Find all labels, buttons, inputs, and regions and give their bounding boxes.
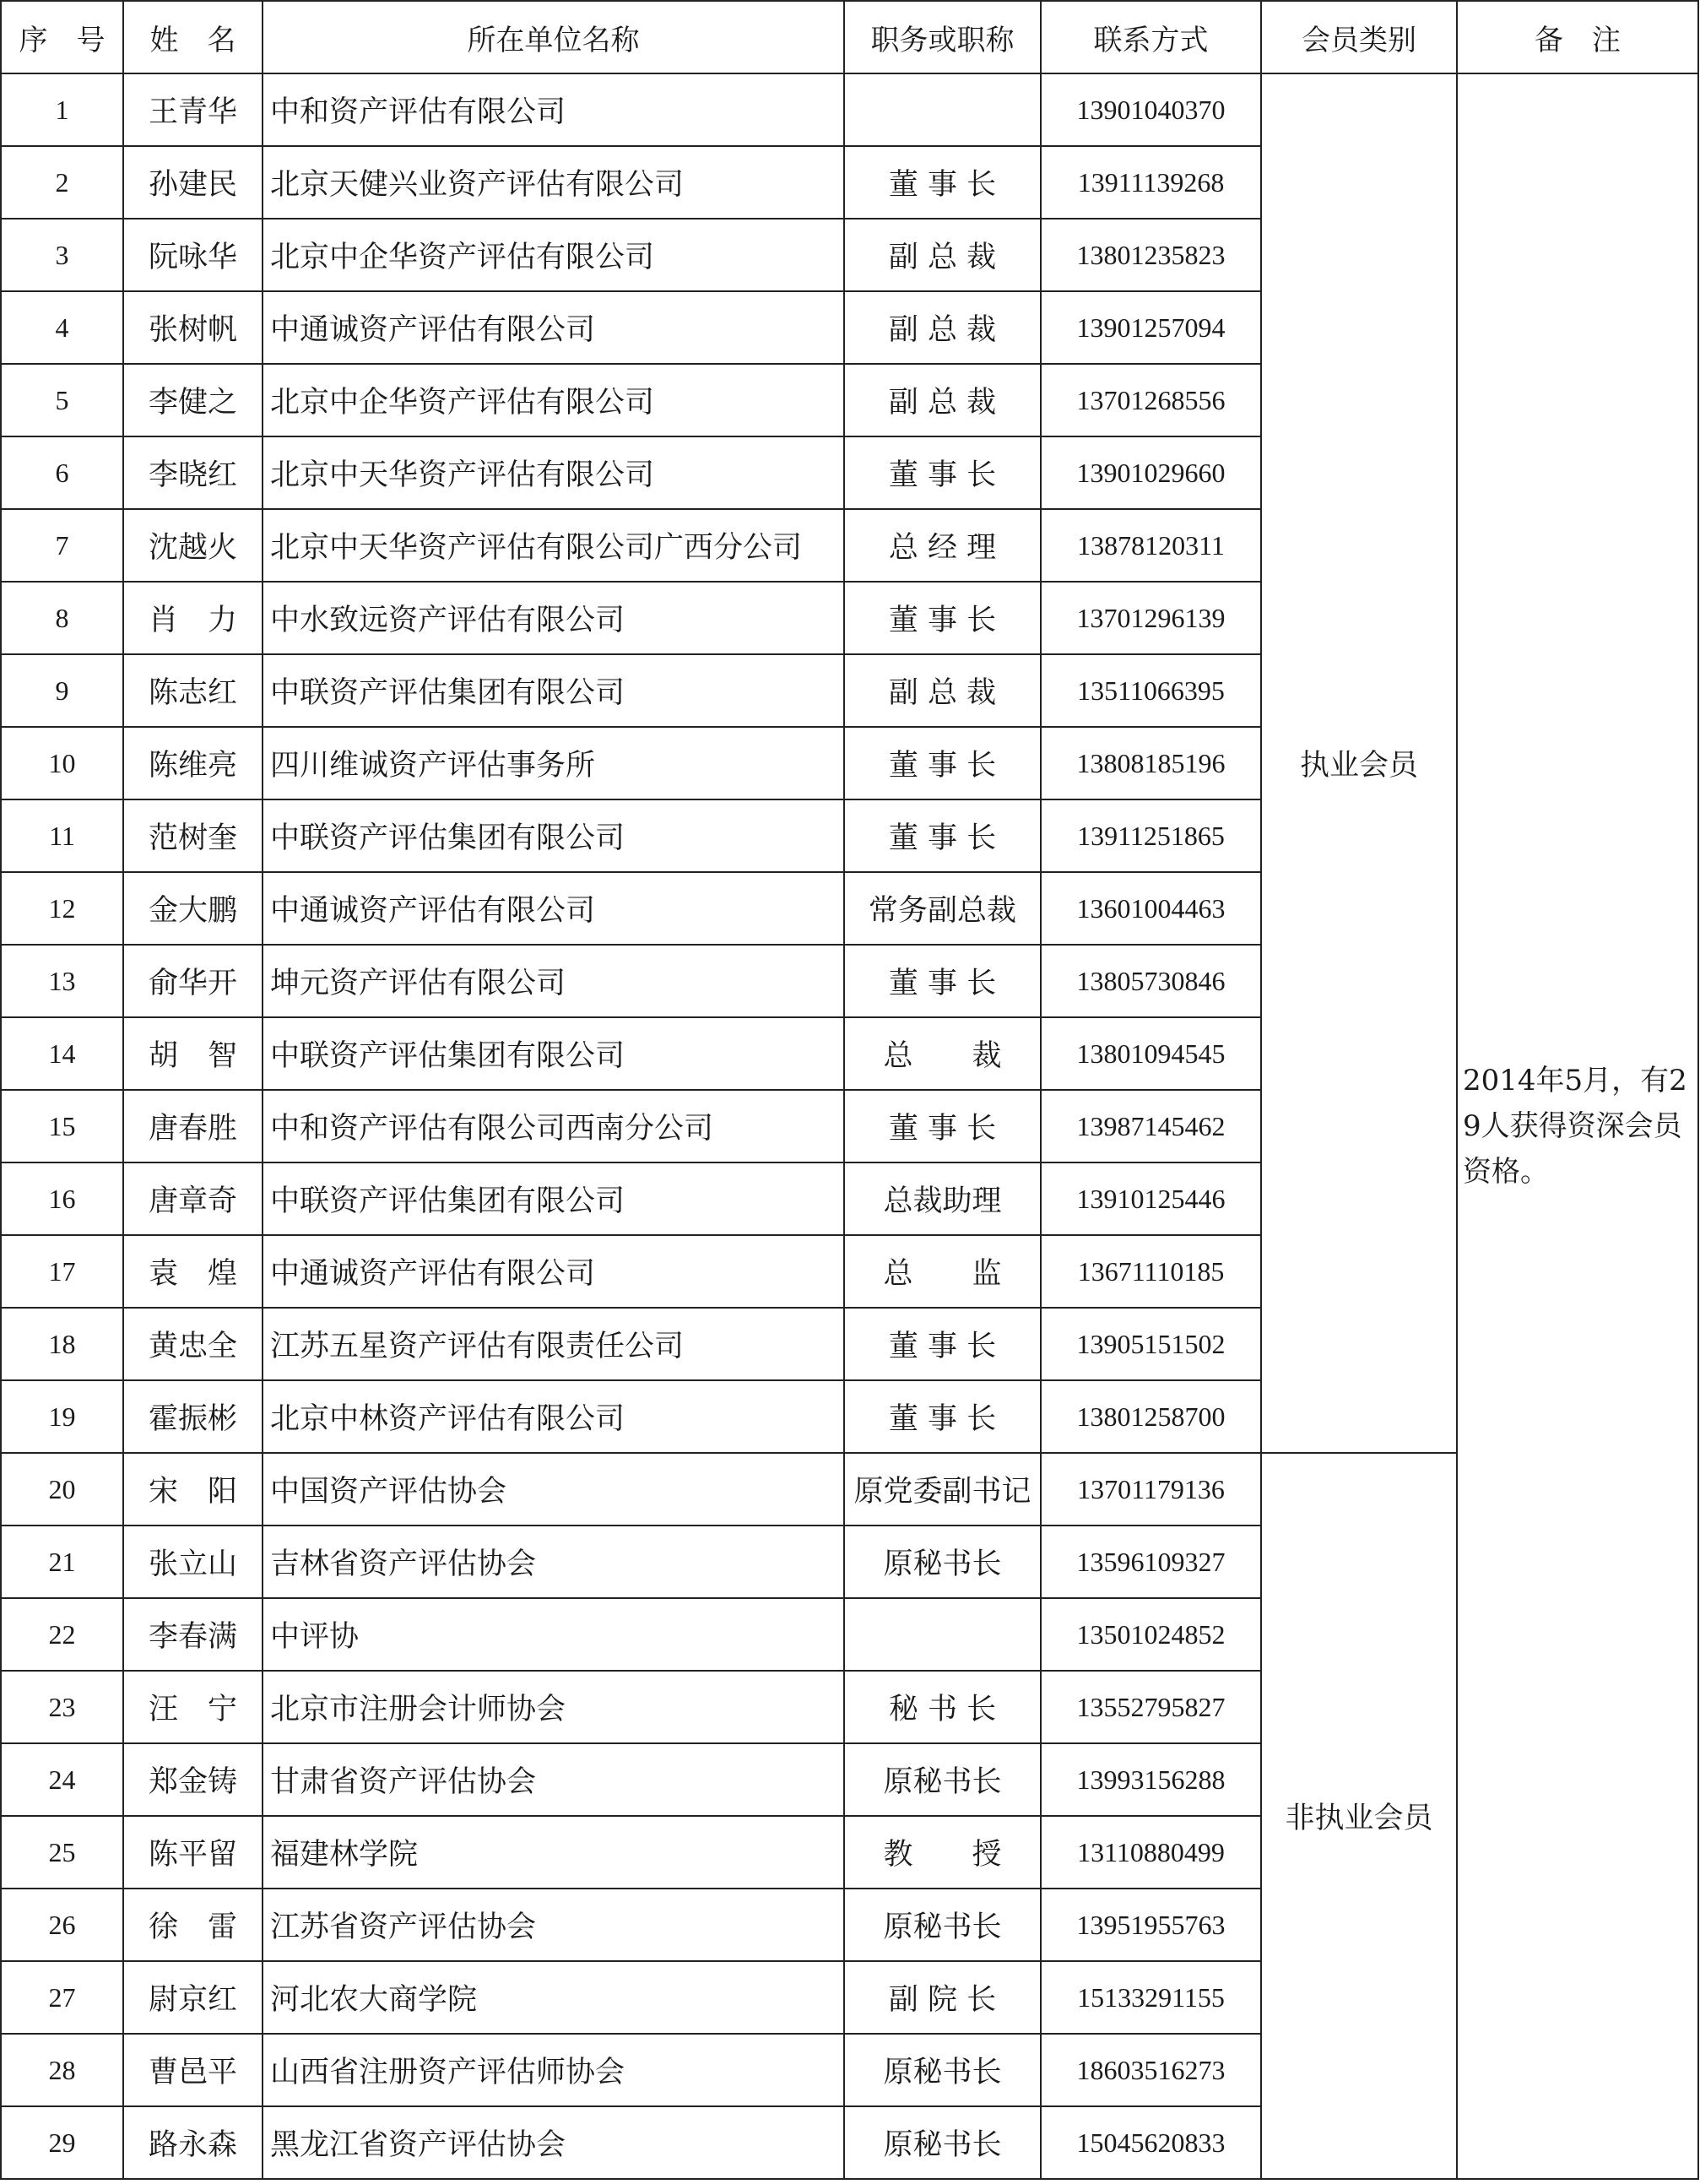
row-name: 阮咏华 [123, 219, 263, 291]
row-no: 23 [1, 1671, 123, 1743]
row-title: 秘 书 长 [844, 1671, 1041, 1743]
row-title: 副 总 裁 [844, 654, 1041, 727]
row-unit: 河北农大商学院 [263, 1961, 844, 2034]
row-name: 陈志红 [123, 654, 263, 727]
row-title: 原秘书长 [844, 1889, 1041, 1961]
table-row [1, 73, 1698, 146]
row-unit: 江苏省资产评估协会 [263, 1889, 844, 1961]
row-unit: 北京市注册会计师协会 [263, 1671, 844, 1743]
row-title: 原秘书长 [844, 1526, 1041, 1598]
row-no: 29 [1, 2106, 123, 2179]
row-unit: 北京中林资产评估有限公司 [263, 1380, 844, 1453]
row-name: 郑金铸 [123, 1743, 263, 1816]
row-no: 6 [1, 436, 123, 509]
row-name: 尉京红 [123, 1961, 263, 2034]
row-unit: 福建林学院 [263, 1816, 844, 1889]
row-title: 原秘书长 [844, 1743, 1041, 1816]
row-phone: 13511066395 [1041, 654, 1261, 727]
row-phone: 13808185196 [1041, 727, 1261, 799]
row-title: 董 事 长 [844, 1090, 1041, 1162]
row-phone: 13801094545 [1041, 1017, 1261, 1090]
row-phone: 13878120311 [1041, 509, 1261, 582]
category-practicing: 执业会员 [1261, 73, 1457, 1453]
row-unit: 中和资产评估有限公司 [263, 73, 844, 146]
row-name: 张立山 [123, 1526, 263, 1598]
header-title: 职务或职称 [844, 1, 1041, 73]
row-unit: 中和资产评估有限公司西南分公司 [263, 1090, 844, 1162]
row-phone: 13901029660 [1041, 436, 1261, 509]
row-no: 27 [1, 1961, 123, 2034]
row-unit: 中联资产评估集团有限公司 [263, 654, 844, 727]
row-phone: 18603516273 [1041, 2034, 1261, 2106]
row-title: 董 事 长 [844, 945, 1041, 1017]
row-title: 原党委副书记 [844, 1453, 1041, 1526]
row-no: 24 [1, 1743, 123, 1816]
row-phone: 13110880499 [1041, 1816, 1261, 1889]
row-name: 肖 力 [123, 582, 263, 654]
row-title: 副 总 裁 [844, 364, 1041, 436]
row-unit: 中联资产评估集团有限公司 [263, 1017, 844, 1090]
row-phone: 15045620833 [1041, 2106, 1261, 2179]
row-phone: 13901040370 [1041, 73, 1261, 146]
row-no: 5 [1, 364, 123, 436]
row-phone: 13701179136 [1041, 1453, 1261, 1526]
row-unit: 中通诚资产评估有限公司 [263, 291, 844, 364]
row-unit: 甘肃省资产评估协会 [263, 1743, 844, 1816]
row-name: 李晓红 [123, 436, 263, 509]
row-name: 王青华 [123, 73, 263, 146]
row-unit: 黑龙江省资产评估协会 [263, 2106, 844, 2179]
row-phone: 15133291155 [1041, 1961, 1261, 2034]
row-no: 3 [1, 219, 123, 291]
row-name: 陈平留 [123, 1816, 263, 1889]
row-name: 路永森 [123, 2106, 263, 2179]
row-title [844, 73, 1041, 146]
row-phone: 13901257094 [1041, 291, 1261, 364]
row-no: 21 [1, 1526, 123, 1598]
row-unit: 中评协 [263, 1598, 844, 1671]
row-phone: 13993156288 [1041, 1743, 1261, 1816]
row-title: 副 总 裁 [844, 291, 1041, 364]
row-title: 教 授 [844, 1816, 1041, 1889]
row-phone: 13801258700 [1041, 1380, 1261, 1453]
header-phone: 联系方式 [1041, 1, 1261, 73]
row-name: 张树帆 [123, 291, 263, 364]
row-title: 董 事 长 [844, 799, 1041, 872]
row-title: 董 事 长 [844, 727, 1041, 799]
row-phone: 13552795827 [1041, 1671, 1261, 1743]
row-no: 11 [1, 799, 123, 872]
row-name: 范树奎 [123, 799, 263, 872]
row-phone: 13910125446 [1041, 1162, 1261, 1235]
header-note: 备 注 [1457, 1, 1698, 73]
row-title: 董 事 长 [844, 1308, 1041, 1380]
row-phone: 13671110185 [1041, 1235, 1261, 1308]
row-no: 19 [1, 1380, 123, 1453]
row-no: 7 [1, 509, 123, 582]
row-title: 总 监 [844, 1235, 1041, 1308]
row-unit: 北京中企华资产评估有限公司 [263, 364, 844, 436]
row-unit: 北京天健兴业资产评估有限公司 [263, 146, 844, 219]
row-name: 徐 雷 [123, 1889, 263, 1961]
row-title: 原秘书长 [844, 2106, 1041, 2179]
row-unit: 江苏五星资产评估有限责任公司 [263, 1308, 844, 1380]
row-title [844, 1598, 1041, 1671]
row-phone: 13805730846 [1041, 945, 1261, 1017]
row-title: 总裁助理 [844, 1162, 1041, 1235]
row-phone: 13701268556 [1041, 364, 1261, 436]
row-unit: 中水致远资产评估有限公司 [263, 582, 844, 654]
row-no: 13 [1, 945, 123, 1017]
header-category: 会员类别 [1261, 1, 1457, 73]
row-no: 15 [1, 1090, 123, 1162]
row-title: 董 事 长 [844, 436, 1041, 509]
row-name: 李健之 [123, 364, 263, 436]
row-unit: 吉林省资产评估协会 [263, 1526, 844, 1598]
row-no: 9 [1, 654, 123, 727]
row-unit: 四川维诚资产评估事务所 [263, 727, 844, 799]
row-unit: 中通诚资产评估有限公司 [263, 1235, 844, 1308]
row-no: 28 [1, 2034, 123, 2106]
row-unit: 坤元资产评估有限公司 [263, 945, 844, 1017]
table-row [1, 1453, 1698, 1526]
row-no: 2 [1, 146, 123, 219]
row-phone: 13905151502 [1041, 1308, 1261, 1380]
row-no: 14 [1, 1017, 123, 1090]
row-phone: 13987145462 [1041, 1090, 1261, 1162]
row-phone: 13701296139 [1041, 582, 1261, 654]
row-name: 金大鹏 [123, 872, 263, 945]
row-no: 22 [1, 1598, 123, 1671]
row-unit: 北京中企华资产评估有限公司 [263, 219, 844, 291]
row-no: 10 [1, 727, 123, 799]
row-phone: 13596109327 [1041, 1526, 1261, 1598]
row-unit: 山西省注册资产评估师协会 [263, 2034, 844, 2106]
row-phone: 13801235823 [1041, 219, 1261, 291]
table-body [1, 73, 1698, 2179]
row-name: 俞华开 [123, 945, 263, 1017]
row-no: 8 [1, 582, 123, 654]
row-name: 孙建民 [123, 146, 263, 219]
row-name: 黄忠全 [123, 1308, 263, 1380]
row-phone: 13911139268 [1041, 146, 1261, 219]
row-no: 17 [1, 1235, 123, 1308]
row-no: 1 [1, 73, 123, 146]
row-name: 汪 宁 [123, 1671, 263, 1743]
row-no: 4 [1, 291, 123, 364]
row-title: 原秘书长 [844, 2034, 1041, 2106]
row-title: 常务副总裁 [844, 872, 1041, 945]
row-name: 宋 阳 [123, 1453, 263, 1526]
header-unit: 所在单位名称 [263, 1, 844, 73]
row-unit: 中通诚资产评估有限公司 [263, 872, 844, 945]
row-unit: 中国资产评估协会 [263, 1453, 844, 1526]
row-phone: 13911251865 [1041, 799, 1261, 872]
row-name: 袁 煌 [123, 1235, 263, 1308]
row-title: 董 事 长 [844, 1380, 1041, 1453]
row-no: 12 [1, 872, 123, 945]
row-phone: 13501024852 [1041, 1598, 1261, 1671]
row-name: 胡 智 [123, 1017, 263, 1090]
row-no: 20 [1, 1453, 123, 1526]
row-title: 总 经 理 [844, 509, 1041, 582]
row-name: 陈维亮 [123, 727, 263, 799]
header-no: 序 号 [1, 1, 123, 73]
row-unit: 北京中天华资产评估有限公司 [263, 436, 844, 509]
row-no: 25 [1, 1816, 123, 1889]
row-name: 沈越火 [123, 509, 263, 582]
header-name: 姓 名 [123, 1, 263, 73]
row-phone: 13601004463 [1041, 872, 1261, 945]
row-phone: 13951955763 [1041, 1889, 1261, 1961]
row-unit: 中联资产评估集团有限公司 [263, 1162, 844, 1235]
row-title: 副 院 长 [844, 1961, 1041, 2034]
row-name: 李春满 [123, 1598, 263, 1671]
row-title: 董 事 长 [844, 146, 1041, 219]
row-name: 唐春胜 [123, 1090, 263, 1162]
row-title: 副 总 裁 [844, 219, 1041, 291]
category-non-practicing: 非执业会员 [1261, 1453, 1457, 2179]
row-title: 董 事 长 [844, 582, 1041, 654]
row-name: 唐章奇 [123, 1162, 263, 1235]
row-no: 18 [1, 1308, 123, 1380]
row-name: 曹邑平 [123, 2034, 263, 2106]
row-no: 16 [1, 1162, 123, 1235]
header-row [1, 1, 1698, 73]
row-title: 总 裁 [844, 1017, 1041, 1090]
row-unit: 中联资产评估集团有限公司 [263, 799, 844, 872]
row-name: 霍振彬 [123, 1380, 263, 1453]
row-unit: 北京中天华资产评估有限公司广西分公司 [263, 509, 844, 582]
row-no: 26 [1, 1889, 123, 1961]
note-cell: 2014年5月，有29人获得资深会员资格。 [1457, 73, 1698, 2179]
